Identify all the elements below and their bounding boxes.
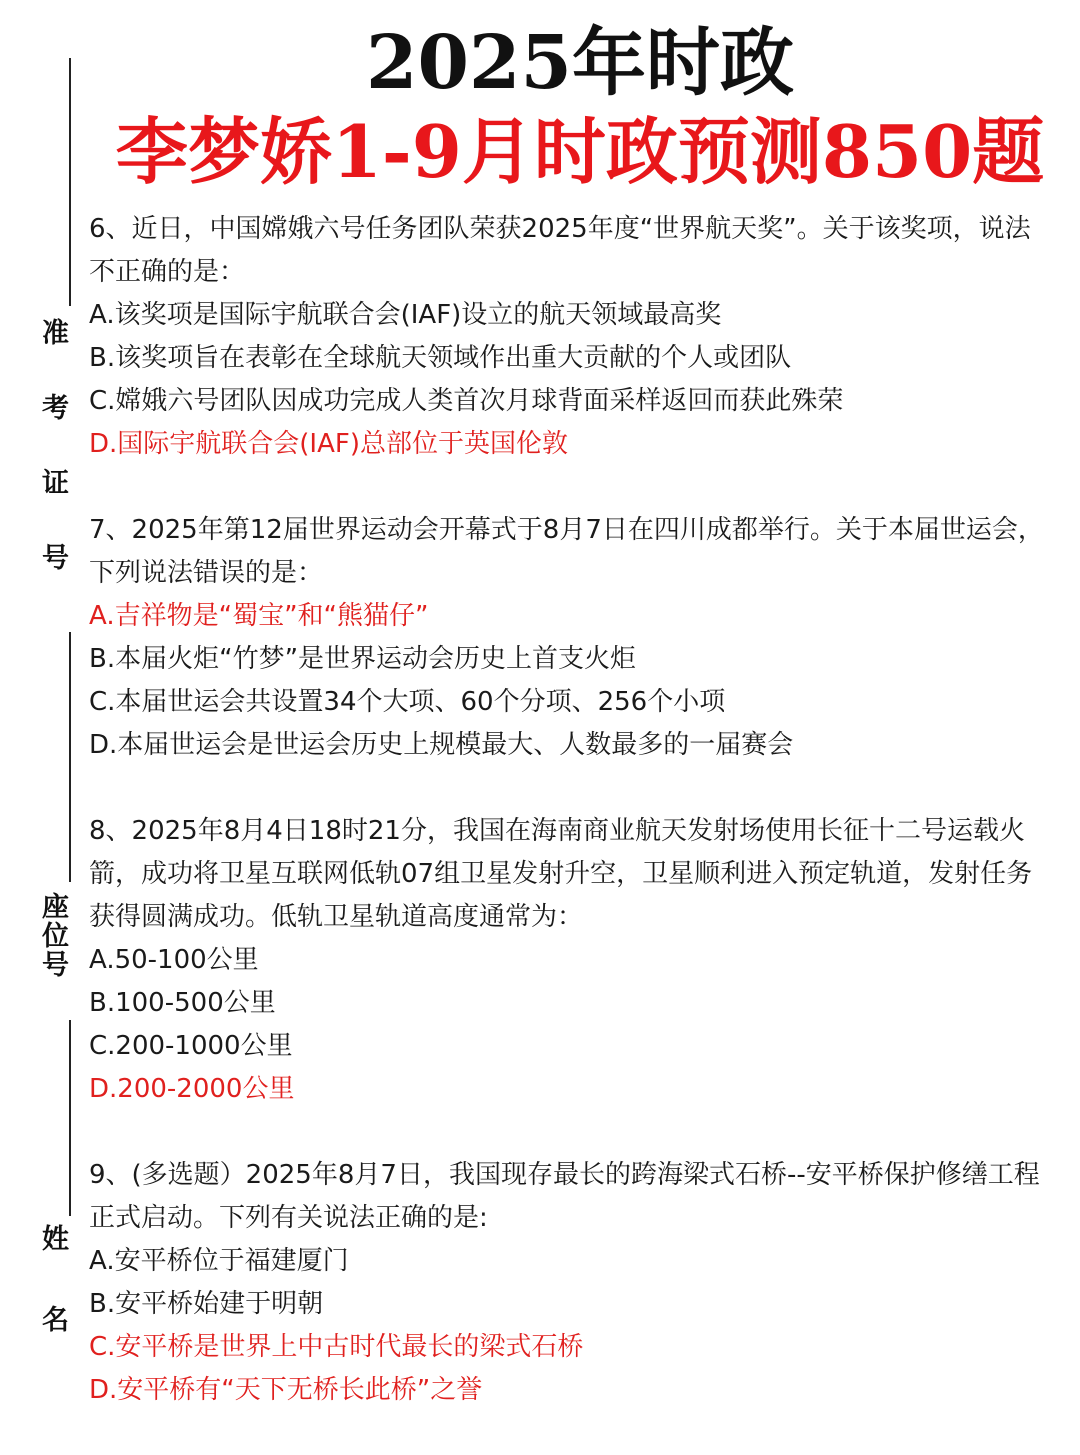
option: A.该奖项是国际宇航联合会(IAF)设立的航天领域最高奖: [89, 300, 722, 330]
option: C.本届世运会共设置34个大项、60个分项、256个小项: [89, 687, 726, 717]
margin-line: [69, 632, 71, 882]
option: A.50-100公里: [89, 945, 259, 975]
margin-line: [69, 1020, 71, 1216]
correct-option: D.200-2000公里: [89, 1074, 295, 1104]
seat-label: 座位号: [37, 892, 68, 979]
option: B.该奖项旨在表彰在全球航天领域作出重大贡献的个人或团队: [89, 343, 792, 373]
question-stem: 8、2025年8月4日18时21分，我国在海南商业航天发射场使用长征十二号运载火箭，成功将卫星互联网低轨07组卫星发射升空，卫星顺利进入预定轨道，发射任务获得圆满成功。低轨卫星轨道高度通常为：: [89, 816, 1033, 932]
question-list: [89, 208, 1049, 1455]
question: [89, 208, 1049, 466]
question: [89, 1154, 1049, 1412]
correct-option: A.吉祥物是“蜀宝”和“熊猫仔”: [89, 601, 429, 631]
question-stem: 6、近日，中国嫦娥六号任务团队荣获2025年度“世界航天奖”。关于该奖项，说法不正确的是：: [89, 214, 1031, 287]
name-label: 姓名: [37, 1224, 68, 1386]
question-stem: 7、2025年第12届世界运动会开幕式于8月7日在四川成都举行。关于本届世运会，下列说法错误的是：: [89, 515, 1044, 588]
question: [89, 509, 1049, 767]
page-subtitle: 李梦娇1-9月时政预测850题: [115, 109, 1045, 194]
correct-option: D.国际宇航联合会(IAF)总部位于英国伦敦: [89, 429, 568, 459]
option: A.安平桥位于福建厦门: [89, 1246, 349, 1276]
correct-option: D.安平桥有“天下无桥长此桥”之誉: [89, 1375, 483, 1405]
option: B.本届火炬“竹梦”是世界运动会历史上首支火炬: [89, 644, 637, 674]
option: B.100-500公里: [89, 988, 276, 1018]
correct-option: C.安平桥是世界上中古时代最长的梁式石桥: [89, 1332, 584, 1362]
option: B.安平桥始建于明朝: [89, 1289, 324, 1319]
question: [89, 810, 1049, 1111]
option: C.200-1000公里: [89, 1031, 293, 1061]
option: D.本届世运会是世运会历史上规模最大、人数最多的一届赛会: [89, 730, 794, 760]
question-stem: 9、(多选题）2025年8月7日，我国现存最长的跨海梁式石桥--安平桥保护修缮工程正式启动。下列有关说法正确的是:: [89, 1160, 1040, 1233]
exam-id-label: 准考证号: [37, 318, 68, 618]
option: C.嫦娥六号团队因成功完成人类首次月球背面采样返回而获此殊荣: [89, 386, 844, 416]
page-title: 2025年时政: [366, 20, 794, 106]
